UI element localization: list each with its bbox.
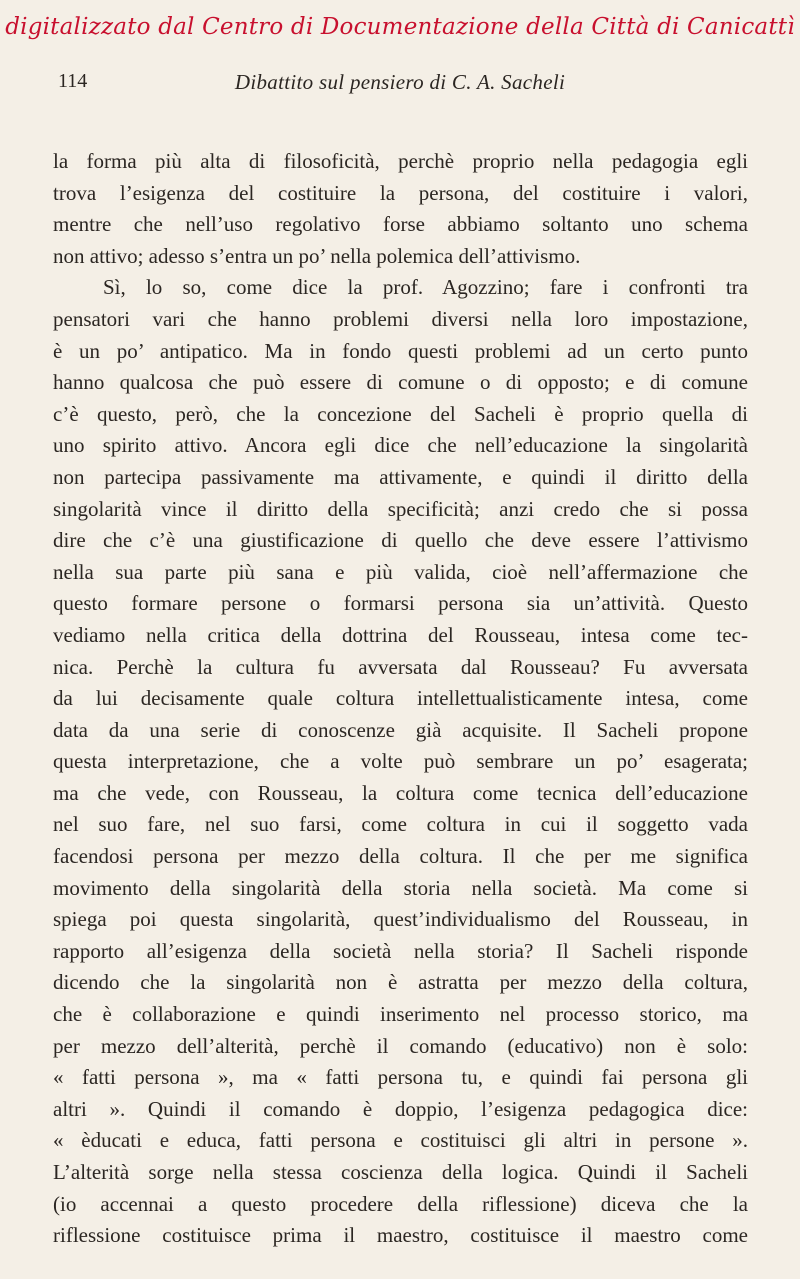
text-line: dire che c’è una giustificazione di quello che deve essere l’attivismo	[53, 528, 748, 553]
text-line: dicendo che la singolarità non è astratta per mezzo della coltura,	[53, 970, 748, 995]
page-header	[58, 70, 742, 100]
text-line: data da una serie di conoscenze già acquisite. Il Sacheli propone	[53, 717, 748, 742]
text-line: questo formare persone o formarsi persona sia un’attività. Questo	[53, 591, 748, 616]
text-line: c’è questo, però, che la concezione del Sacheli è proprio quella di	[53, 401, 748, 426]
text-line: non partecipa passivamente ma attivamente, e quindi il diritto della	[53, 464, 748, 489]
body-text	[53, 146, 748, 1252]
text-line: L’alterità sorge nella stessa coscienza della logica. Quindi il Sacheli	[53, 1160, 748, 1184]
text-line: movimento della singolarità della storia nella società. Ma come si	[53, 875, 748, 900]
page-number: 114	[58, 70, 88, 92]
text-line: altri ». Quindi il comando è doppio, l’esigenza pedagogica dice:	[53, 1096, 748, 1121]
text-line: mentre che nell’uso regolativo forse abbiamo soltanto uno schema	[53, 212, 748, 237]
digitization-watermark: digitalizzato dal Centro di Documentazione della Città di Canicattì	[5, 14, 795, 40]
text-line: nica. Perchè la cultura fu avversata dal Rousseau? Fu avversata	[53, 654, 748, 679]
text-line: la forma più alta di filosoficità, perchè proprio nella pedagogia egli	[53, 149, 748, 173]
text-line: questa interpretazione, che a volte può sembrare un po’ esagerata;	[53, 749, 748, 774]
text-line: « fatti persona », ma « fatti persona tu, e quindi fai persona gli	[53, 1065, 748, 1090]
text-line: che è collaborazione e quindi inserimento nel processo storico, ma	[53, 1002, 748, 1027]
text-line: spiega poi questa singolarità, quest’individualismo del Rousseau, in	[53, 907, 748, 932]
text-line: nel suo fare, nel suo farsi, come coltura in cui il soggetto vada	[53, 812, 748, 837]
text-line: pensatori vari che hanno problemi diversi nella loro impostazione,	[53, 306, 748, 331]
text-line: da lui decisamente quale coltura intellettualisticamente intesa, come	[53, 686, 748, 711]
text-line: ma che vede, con Rousseau, la coltura come tecnica dell’educazione	[53, 780, 748, 805]
text-line: nella sua parte più sana e più valida, cioè nell’affermazione che	[53, 559, 748, 584]
text-line: singolarità vince il diritto della specificità; anzi credo che si possa	[53, 496, 748, 521]
text-line: Sì, lo so, come dice la prof. Agozzino; fare i confronti tra	[103, 275, 748, 300]
text-line: non attivo; adesso s’entra un po’ nella polemica dell’attivismo.	[53, 243, 581, 268]
text-line: uno spirito attivo. Ancora egli dice che nell’educazione la singolarità	[53, 433, 748, 458]
text-line: rapporto all’esigenza della società nella storia? Il Sacheli risponde	[53, 938, 748, 963]
text-line: (io accennai a questo procedere della riflessione) diceva che la	[53, 1191, 748, 1216]
text-line: facendosi persona per mezzo della coltura. Il che per me significa	[53, 844, 748, 869]
text-line: hanno qualcosa che può essere di comune o di opposto; e di comune	[53, 370, 748, 395]
text-line: trova l’esigenza del costituire la persona, del costituire i valori,	[53, 180, 748, 205]
text-line: riflessione costituisce prima il maestro, costituisce il maestro come	[53, 1223, 748, 1248]
text-line: è un po’ antipatico. Ma in fondo questi problemi ad un certo punto	[53, 338, 748, 363]
text-line: vediamo nella critica della dottrina del Rousseau, intesa come tec-	[53, 622, 748, 647]
text-line: per mezzo dell’alterità, perchè il comando (educativo) non è solo:	[53, 1033, 748, 1058]
running-title: Dibattito sul pensiero di C. A. Sacheli	[234, 70, 566, 94]
text-line: « èducati e educa, fatti persona e costituisci gli altri in persone ».	[53, 1128, 748, 1153]
